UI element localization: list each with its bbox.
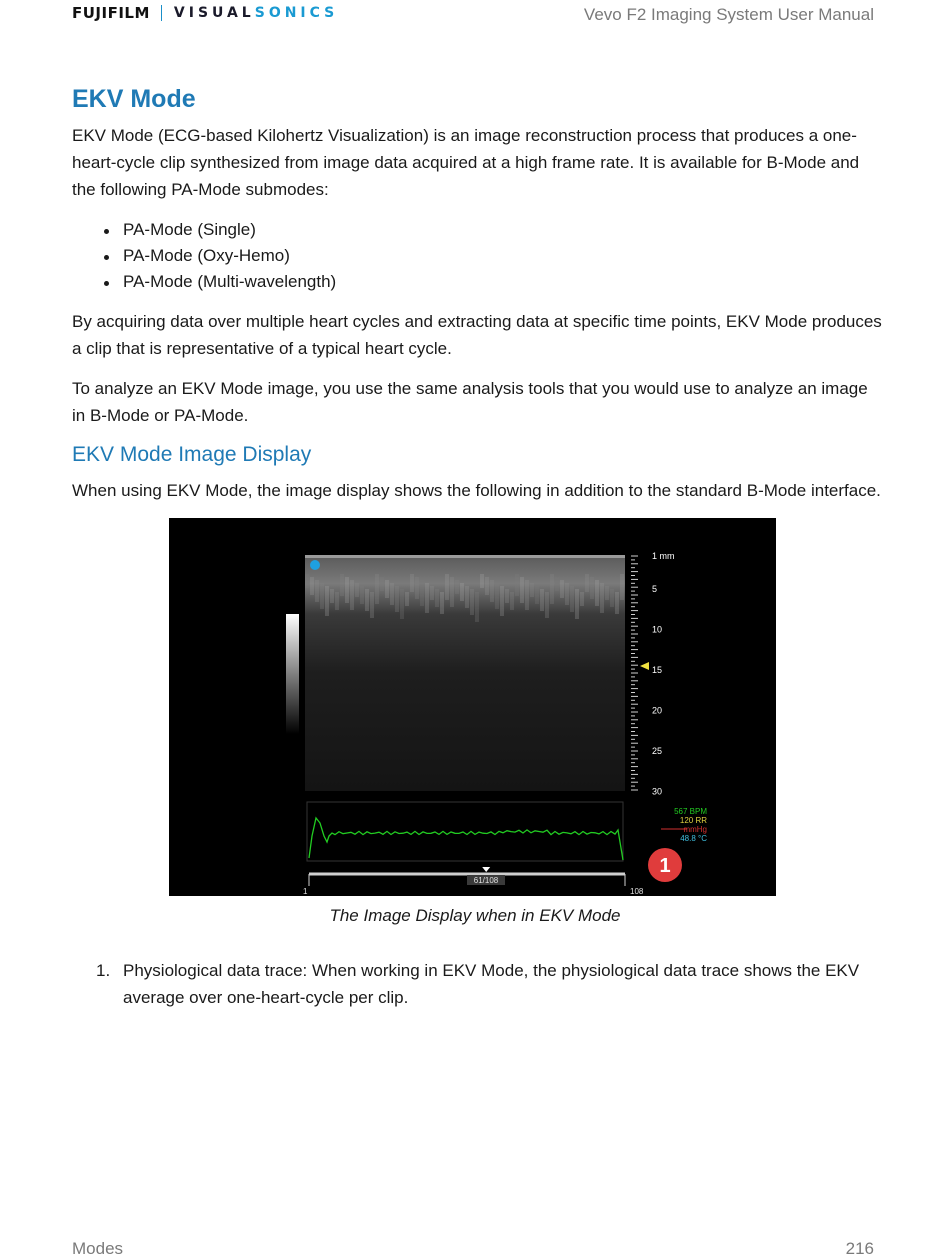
grayscale-bar xyxy=(286,614,299,734)
callout-number: 1 xyxy=(659,855,671,877)
frame-start: 1 xyxy=(303,887,308,896)
section-title: EKV Mode xyxy=(72,85,196,113)
callout-legend xyxy=(96,957,882,1011)
frame-end: 108 xyxy=(630,887,644,896)
intro-paragraph: EKV Mode (ECG-based Kilohertz Visualization) is an image reconstruction process that produces a one-heart-cycle clip synthesized from image data acquired at a high frame rate. It is available for B-Mode and the following PA-Mode submodes: xyxy=(72,126,860,199)
blood-pressure: mmHg xyxy=(683,825,707,834)
logo-fujifilm: FUJIFILM xyxy=(72,4,150,22)
depth-tick-label: 5 xyxy=(652,584,658,594)
figure-caption: The Image Display when in EKV Mode xyxy=(329,906,621,925)
list-item: PA-Mode (Single) xyxy=(96,217,336,243)
ultrasound-image xyxy=(305,555,625,791)
list-item: PA-Mode (Multi-wavelength) xyxy=(96,269,336,295)
legend-text: Physiological data trace: When working in EKV Mode, the physiological data trace shows the EKV average over one-heart-cycle per clip. xyxy=(123,961,860,1007)
submode-list xyxy=(96,217,336,295)
acquisition-paragraph: By acquiring data over multiple heart cycles and extracting data at specific time points, EKV Mode produces a clip that is representative of a typical heart cycle. xyxy=(72,312,882,358)
temperature: 48.8 °C xyxy=(680,834,707,843)
frame-counter: 61/108 xyxy=(473,876,499,885)
depth-tick-label: 20 xyxy=(652,705,663,716)
status-dot-icon xyxy=(310,560,320,570)
respiration-rate: 120 RR xyxy=(679,816,707,825)
depth-tick-label: 15 xyxy=(652,665,663,675)
depth-scale xyxy=(631,556,638,790)
depth-tick-label: 10 xyxy=(652,624,663,635)
depth-tick-label: 30 xyxy=(652,786,663,797)
ekv-screenshot xyxy=(169,518,776,896)
focus-marker-icon xyxy=(640,662,649,670)
logo-visual: VISUAL xyxy=(173,5,255,21)
ekv-image-display xyxy=(169,518,776,896)
depth-tick-label: 25 xyxy=(652,746,663,756)
heart-rate: 567 BPM xyxy=(674,807,707,816)
slider-handle-icon[interactable] xyxy=(482,867,490,872)
logo-sonics: SONICS xyxy=(254,5,339,21)
scale-unit: 1 mm xyxy=(652,551,675,561)
document-title: Vevo F2 Imaging System User Manual xyxy=(583,5,874,24)
legend-number: 1. xyxy=(96,961,111,980)
analysis-paragraph: To analyze an EKV Mode image, you use the same analysis tools that you would use to analyze an image in B-Mode or PA-Mode. xyxy=(72,379,868,425)
footer-chapter: Modes xyxy=(72,1239,124,1258)
logo-divider xyxy=(161,5,162,21)
physiological-trace xyxy=(309,818,623,860)
brand-logo xyxy=(72,4,338,22)
list-item: PA-Mode (Oxy-Hemo) xyxy=(96,243,336,269)
subsection-title: EKV Mode Image Display xyxy=(72,443,312,466)
page-number: 216 xyxy=(845,1239,874,1258)
display-paragraph: When using EKV Mode, the image display shows the following in addition to the standard B-Mode interface. xyxy=(72,481,881,500)
